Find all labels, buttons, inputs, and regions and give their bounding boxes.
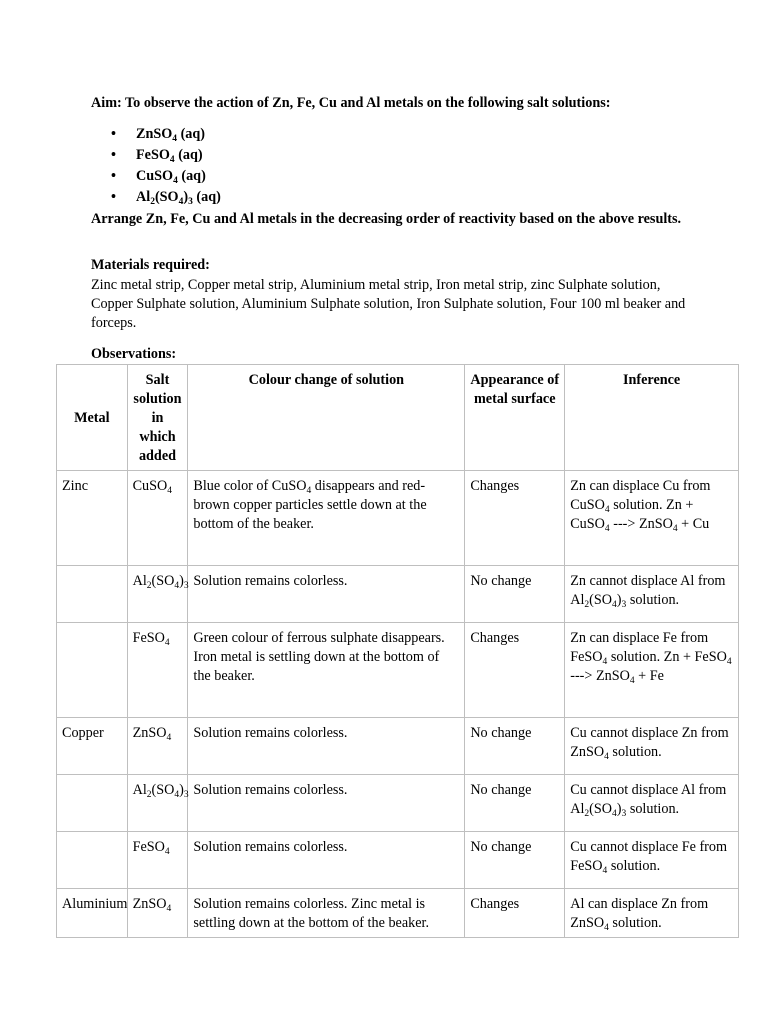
table-header-row	[57, 365, 739, 471]
aim-heading: Aim: To observe the action of Zn, Fe, Cu and Al metals on the following salt solutions:	[91, 95, 611, 111]
cell-inference: Zn cannot displace Al from $Al_2(SO_4)_3$ solution.	[565, 566, 739, 623]
header-colour-change: Colour change of solution	[188, 365, 465, 471]
cell-inference: Al can displace Zn from ZnSO$_4$ solution.	[565, 889, 739, 938]
cell-inference: Cu cannot displace Fe from FeSO$_4$ solution.	[565, 832, 739, 889]
cell-salt: $Al_2(SO_4)_3$	[127, 566, 188, 623]
observations-heading: Observations:	[91, 346, 177, 362]
cell-salt: FeSO$_4$	[127, 623, 188, 718]
table-row	[57, 471, 739, 566]
bullet-icon: •	[111, 168, 116, 184]
salt-label: FeSO$_4$ (aq)	[136, 147, 203, 165]
salt-list-item	[91, 125, 221, 146]
cell-colour: Solution remains colorless.	[188, 775, 465, 832]
cell-salt: CuSO$_4$	[127, 471, 188, 566]
table-row	[57, 566, 739, 623]
cell-metal	[57, 832, 128, 889]
cell-salt: ZnSO$_4$	[127, 718, 188, 775]
cell-salt: ZnSO$_4$	[127, 889, 188, 938]
cell-inference: Zn can displace Cu from CuSO$_4$ solution. Zn + CuSO$_4$ ---> ZnSO$_4$ + Cu	[565, 471, 739, 566]
salt-list-item	[91, 188, 221, 209]
table-row	[57, 718, 739, 775]
salt-label: ZnSO$_4$ (aq)	[136, 126, 206, 144]
salt-list	[91, 125, 221, 209]
cell-inference: Cu cannot displace Al from $Al_2(SO_4)_3$ solution.	[565, 775, 739, 832]
materials-heading: Materials required:	[91, 257, 210, 273]
cell-appearance: Changes	[465, 623, 565, 718]
cell-metal: Zinc	[57, 471, 128, 566]
cell-colour: Solution remains colorless.	[188, 566, 465, 623]
cell-inference: Zn can displace Fe from FeSO$_4$ solution. Zn + FeSO$_4$ ---> ZnSO$_4$ + Fe	[565, 623, 739, 718]
cell-colour: Solution remains colorless. Zinc metal is settling down at the bottom of the beaker.	[188, 889, 465, 938]
table-row	[57, 889, 739, 938]
cell-metal	[57, 566, 128, 623]
salt-list-item	[91, 146, 221, 167]
table-row	[57, 832, 739, 889]
bullet-icon: •	[111, 126, 116, 142]
bullet-icon: •	[111, 147, 116, 163]
cell-metal	[57, 775, 128, 832]
cell-appearance: No change	[465, 566, 565, 623]
cell-appearance: Changes	[465, 889, 565, 938]
cell-metal: Aluminium	[57, 889, 128, 938]
table-row	[57, 623, 739, 718]
cell-appearance: Changes	[465, 471, 565, 566]
cell-salt: FeSO$_4$	[127, 832, 188, 889]
materials-text: Zinc metal strip, Copper metal strip, Aluminium metal strip, Iron metal strip, zinc Sulphate solution, Copper Sulphate solution, Aluminium Sulphate solution, Iron Sulphate solution, Four 100 ml beaker and forceps.	[91, 277, 686, 331]
header-inference: Inference	[565, 365, 739, 471]
cell-colour: Blue color of CuSO$_4$ disappears and red-brown copper particles settle down at the bottom of the beaker.	[188, 471, 465, 566]
cell-appearance: No change	[465, 718, 565, 775]
header-salt-solution: Salt solution in which added	[127, 365, 188, 471]
cell-salt: $Al_2(SO_4)_3$	[127, 775, 188, 832]
cell-metal: Copper	[57, 718, 128, 775]
table-row	[57, 775, 739, 832]
header-metal: Metal	[57, 365, 128, 471]
arrange-instruction: Arrange Zn, Fe, Cu and Al metals in the decreasing order of reactivity based on the above results.	[91, 211, 682, 227]
bullet-icon: •	[111, 189, 116, 205]
salt-list-item	[91, 167, 221, 188]
cell-colour: Green colour of ferrous sulphate disappears. Iron metal is settling down at the bottom of the beaker.	[188, 623, 465, 718]
cell-appearance: No change	[465, 832, 565, 889]
header-appearance: Appearance of metal surface	[465, 365, 565, 471]
salt-label: $Al_2(SO_4)_3$ (aq)	[136, 189, 221, 207]
cell-colour: Solution remains colorless.	[188, 832, 465, 889]
cell-appearance: No change	[465, 775, 565, 832]
salt-label: CuSO$_4$ (aq)	[136, 168, 206, 186]
observations-table	[56, 364, 739, 938]
cell-colour: Solution remains colorless.	[188, 718, 465, 775]
cell-inference: Cu cannot displace Zn from ZnSO$_4$ solution.	[565, 718, 739, 775]
cell-metal	[57, 623, 128, 718]
